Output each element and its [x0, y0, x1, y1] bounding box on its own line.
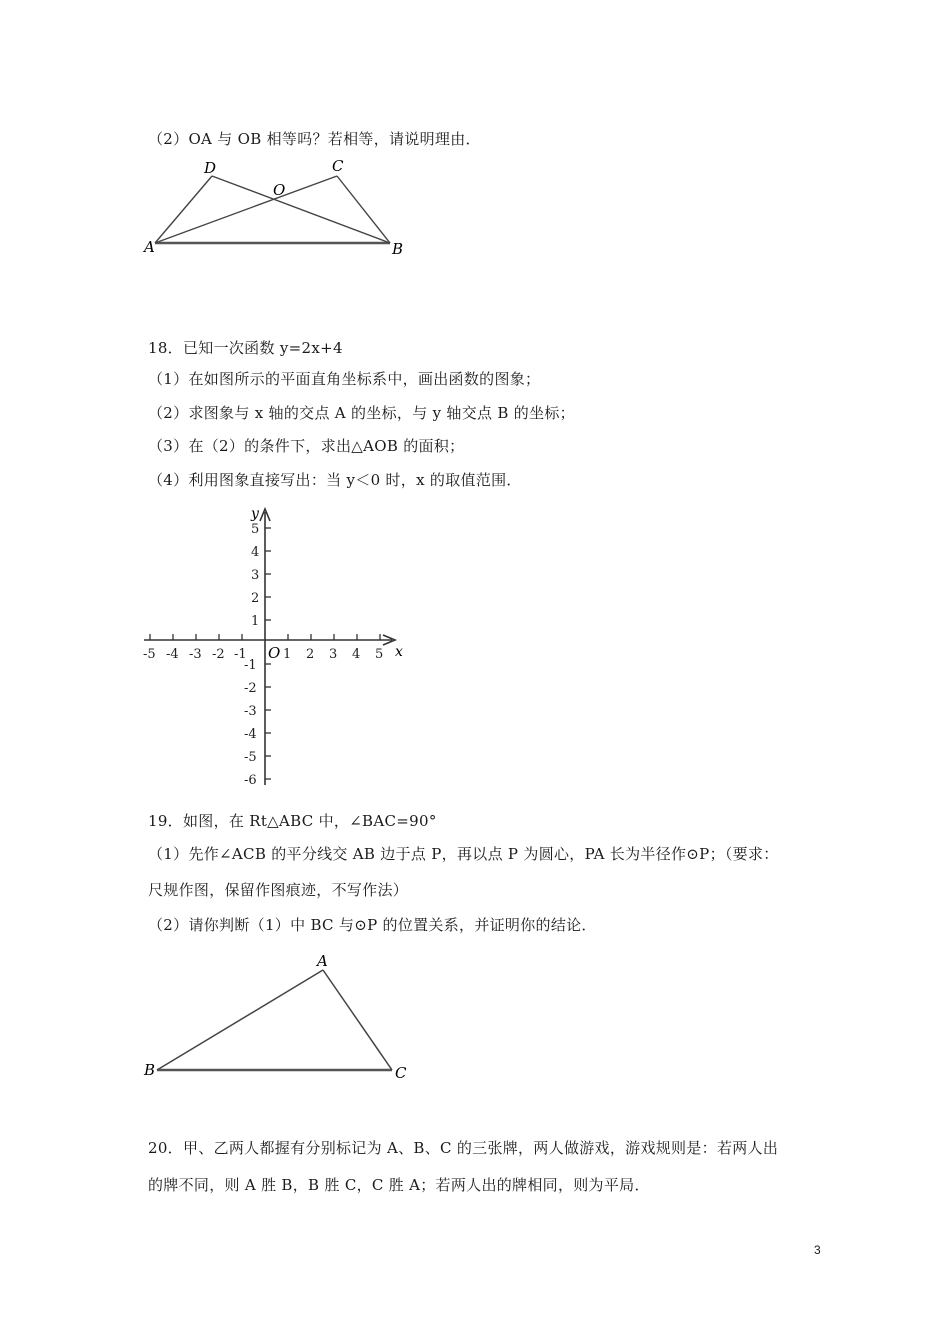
y-tick-label: 2: [251, 591, 260, 606]
x-tick-label: 2: [306, 647, 315, 662]
y-tick-label: -6: [244, 773, 257, 788]
segment-ba: [157, 970, 323, 1070]
label-d: D: [204, 159, 217, 177]
q19-part1-line1: （1）先作∠ACB 的平分线交 AB 边于点 P，再以点 P 为圆心，PA 长为半径作⊙P；（要求：: [148, 845, 779, 863]
x-tick-label: -2: [212, 647, 225, 662]
q19-part2: （2）请你判断（1）中 BC 与⊙P 的位置关系，并证明你的结论．: [148, 916, 597, 934]
y-tick-label: 3: [251, 568, 260, 583]
q18-part4: （4）利用图象直接写出：当 y＜0 时，x 的取值范围．: [148, 471, 522, 489]
x-tick-label: -1: [234, 647, 247, 662]
label-b: B: [144, 1061, 156, 1079]
label-a: A: [317, 952, 328, 970]
y-tick-label: 4: [251, 545, 260, 560]
q19-title: 19．如图，在 Rt△ABC 中，∠BAC=90°: [148, 812, 437, 830]
x-tick-label: 3: [329, 647, 338, 662]
segment-ac: [155, 176, 337, 243]
q18-part1: （1）在如图所示的平面直角坐标系中，画出函数的图象；: [148, 370, 541, 388]
q18-part3: （3）在（2）的条件下，求出△AOB 的面积；: [148, 437, 465, 455]
segment-ac: [323, 970, 392, 1070]
label-c: C: [395, 1064, 407, 1082]
y-tick-label: -1: [244, 658, 257, 673]
q20-line2: 的牌不同，则 A 胜 B，B 胜 C，C 胜 A；若两人出的牌相同，则为平局．: [148, 1176, 650, 1194]
y-tick-label: -5: [244, 750, 257, 765]
x-tick-label: 5: [375, 647, 384, 662]
label-a: A: [144, 238, 155, 256]
q18-title: 18．已知一次函数 y=2x+4: [148, 339, 343, 357]
q18-part2: （2）求图象与 x 轴的交点 A 的坐标，与 y 轴交点 B 的坐标；: [148, 404, 575, 422]
q17-part2: （2）OA 与 OB 相等吗？若相等，请说明理由．: [148, 130, 481, 148]
x-tick-label: 4: [352, 647, 361, 662]
x-tick-label: 1: [283, 647, 292, 662]
x-tick-label: -3: [189, 647, 202, 662]
y-tick-label: 5: [251, 522, 260, 537]
origin-label: O: [268, 644, 281, 662]
page-number: 3: [814, 1243, 821, 1257]
q20-line1: 20．甲、乙两人都握有分别标记为 A、B、C 的三张牌，两人做游戏，游戏规则是：若两人出: [148, 1139, 779, 1157]
y-tick-label: -4: [244, 727, 257, 742]
y-tick-label: -2: [244, 681, 257, 696]
q19-triangle-figure: [140, 950, 420, 1085]
label-o: O: [273, 181, 286, 199]
label-b: B: [392, 240, 404, 258]
x-tick-label: -4: [166, 647, 179, 662]
x-axis-label: x: [395, 644, 403, 660]
q18-coordinate-grid: [140, 504, 415, 792]
y-tick-label: 1: [251, 614, 260, 629]
x-tick-label: -5: [143, 647, 156, 662]
q19-part1-line2: 尺规作图，保留作图痕迹，不写作法）: [148, 881, 409, 899]
y-axis-label: y: [251, 506, 259, 522]
y-tick-label: -3: [244, 704, 257, 719]
label-c: C: [332, 157, 344, 175]
q17-quadrilateral-figure: [140, 152, 420, 264]
